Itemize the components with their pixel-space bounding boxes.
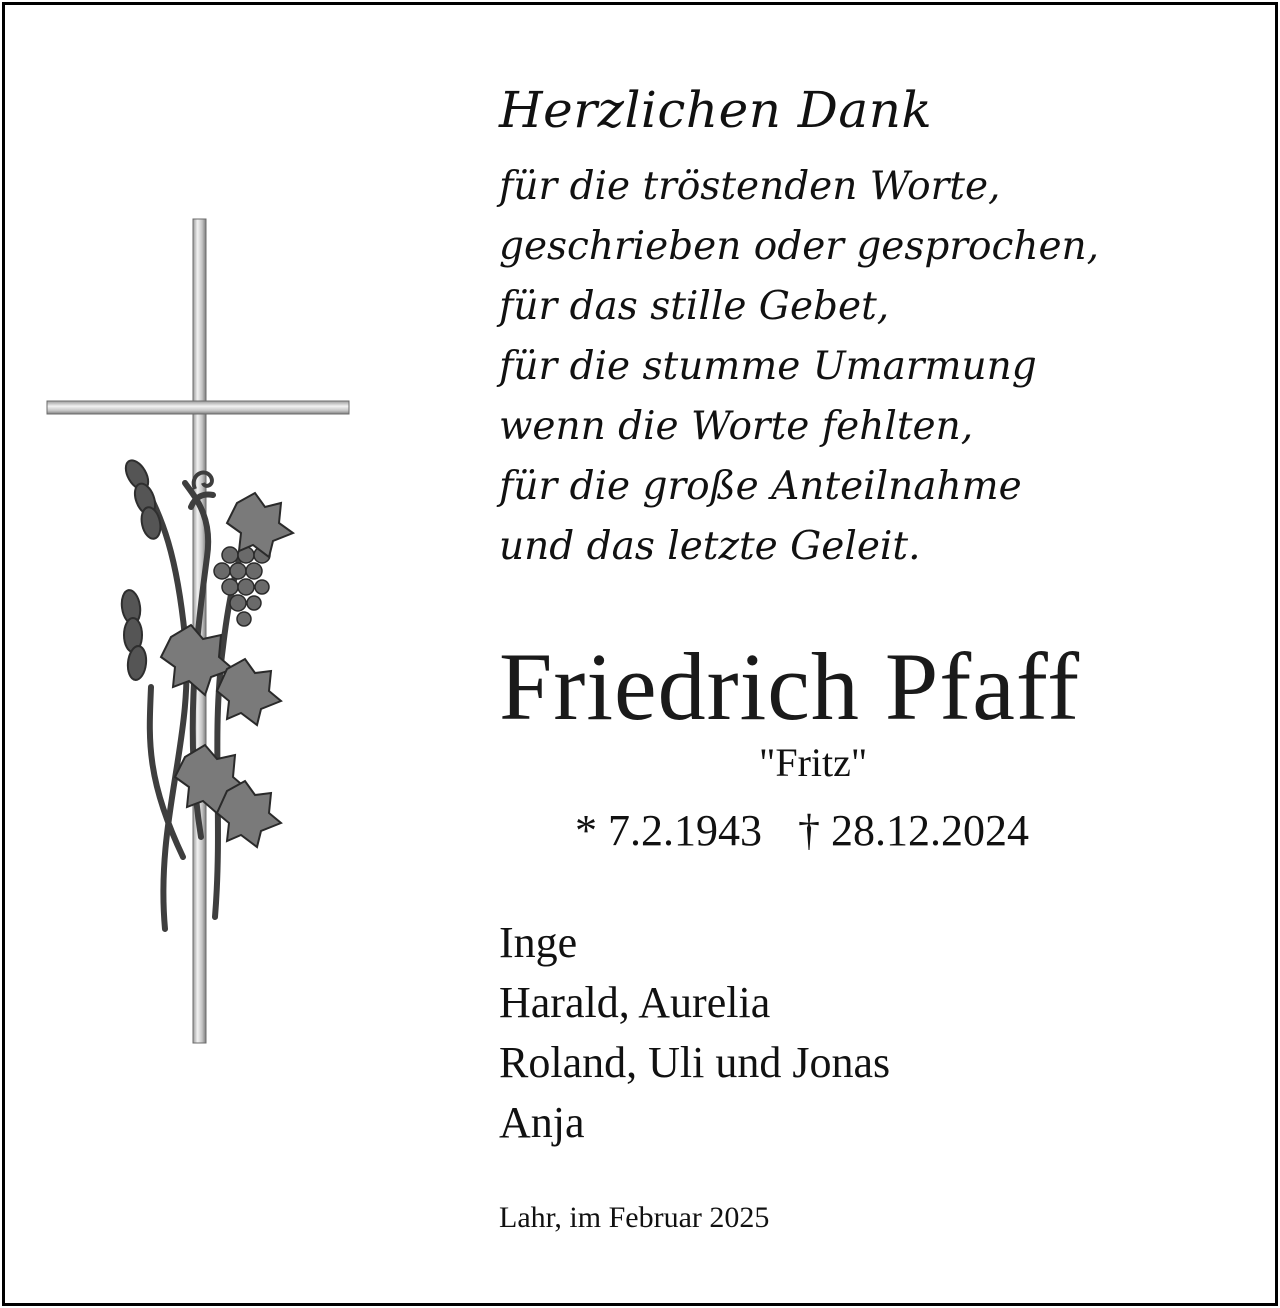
- birth-date: * 7.2.1943: [575, 806, 762, 855]
- mourner-line: Harald, Aurelia: [499, 978, 771, 1027]
- poem-line: für die tröstenden Worte,: [499, 164, 1001, 209]
- obituary-card: [2, 2, 1278, 1306]
- poem-line: und das letzte Geleit.: [499, 524, 921, 569]
- poem-line: wenn die Worte fehlten,: [499, 404, 974, 449]
- poem-line: geschrieben oder gesprochen,: [499, 224, 1100, 269]
- mourner-line: Inge: [499, 918, 578, 967]
- mourner-line: Roland, Uli und Jonas: [499, 1038, 891, 1087]
- thanks-heading: Herzlichen Dank: [499, 81, 933, 139]
- deceased-name: Friedrich Pfaff: [499, 633, 1081, 740]
- death-date: † 28.12.2024: [798, 806, 1029, 855]
- mourners-list: [499, 913, 890, 1153]
- deceased-nickname: "Fritz": [759, 740, 868, 785]
- mourner-line: Anja: [499, 1098, 585, 1147]
- life-dates: [575, 805, 1029, 856]
- thanks-poem: [499, 157, 1099, 577]
- poem-line: für das stille Gebet,: [499, 284, 890, 329]
- cross-with-grapevine-icon: [45, 217, 355, 1047]
- poem-line: für die große Anteilnahme: [499, 464, 1022, 509]
- place-and-date: Lahr, im Februar 2025: [499, 1201, 770, 1234]
- poem-line: für die stumme Umarmung: [499, 344, 1037, 389]
